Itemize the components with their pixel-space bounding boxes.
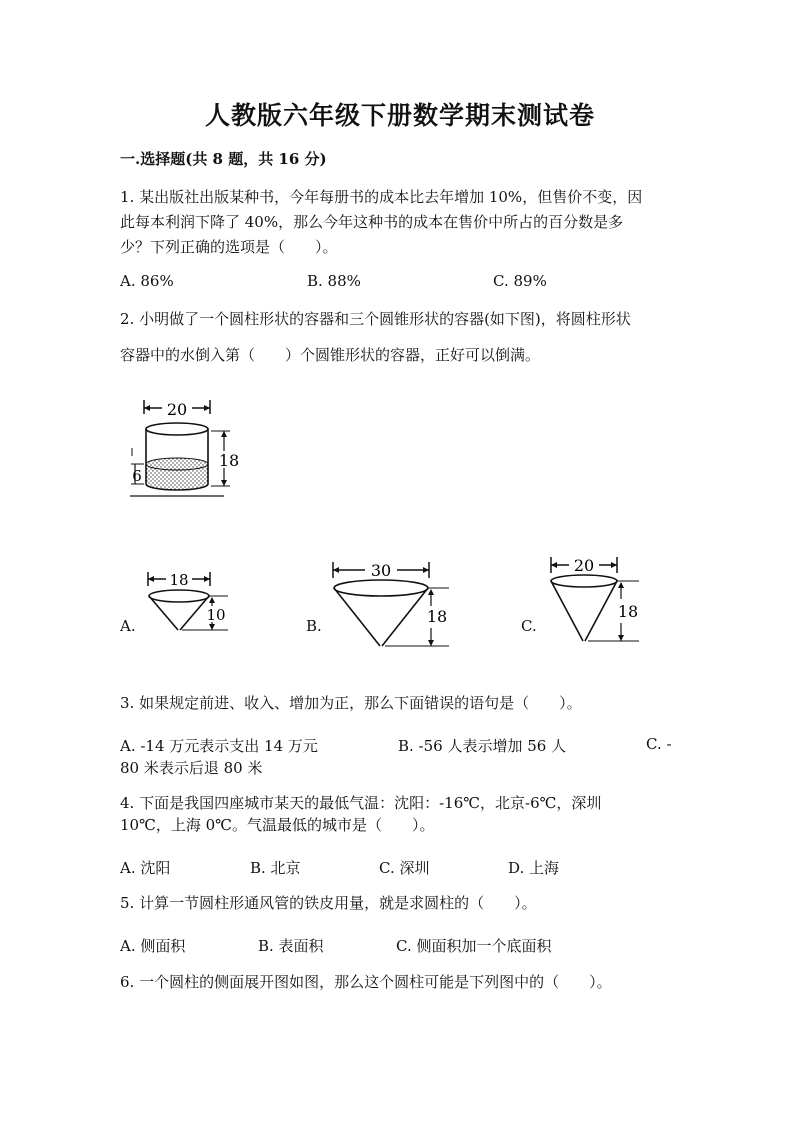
question-2-line-2: 容器中的水倒入第（ ）个圆锥形状的容器，正好可以倒满。 [120,346,541,364]
question-1-option-a: A. 86% [120,272,174,290]
question-4-option-c: C. 深圳 [379,859,430,877]
question-1-line-3: 少？下列正确的选项是（ ）。 [120,238,338,256]
question-1-option-b: B. 88% [307,272,361,290]
question-5-option-c: C. 侧面积加一个底面积 [396,937,552,955]
cone-c-diagram [543,551,653,651]
cone-c-diameter-label: 20 [573,556,595,575]
question-5-option-a: A. 侧面积 [120,937,186,955]
cone-a-diagram [140,566,240,646]
cone-c-label: C. [521,617,537,635]
page-title: 人教版六年级下册数学期末测试卷 [204,101,595,130]
question-3-option-b: B. -56 人表示增加 56 人 [398,737,567,755]
question-3-option-a: A. -14 万元表示支出 14 万元 [120,737,318,755]
question-4-option-d: D. 上海 [508,859,560,877]
question-1-line-1: 1. 某出版社出版某种书，今年每册书的成本比去年增加 10%，但售价不变，因 [120,188,643,206]
cone-c-height-label: 18 [617,602,639,621]
cylinder-water-label: 6 [132,467,142,485]
cone-b-height-label: 18 [426,607,448,626]
cone-a-height-label: 10 [206,606,226,624]
question-6-line: 6. 一个圆柱的侧面展开图如图，那么这个圆柱可能是下列图中的（ ）。 [120,973,612,991]
question-4-line-2: 10℃，上海 0℃。气温最低的城市是（ ）。 [120,816,435,834]
question-1-option-c: C. 89% [493,272,547,290]
cone-a-label: A. [120,617,136,635]
cone-b-label: B. [306,617,322,635]
question-4-option-a: A. 沈阳 [120,859,171,877]
question-5-line: 5. 计算一节圆柱形通风管的铁皮用量，就是求圆柱的（ ）。 [120,894,537,912]
question-2-line-1: 2. 小明做了一个圆柱形状的容器和三个圆锥形状的容器(如下图)，将圆柱形状 [120,310,631,328]
question-3-option-c-wrap: 80 米表示后退 80 米 [120,759,263,777]
cylinder-diagram [118,396,248,506]
question-3-line: 3. 如果规定前进、收入、增加为正，那么下面错误的语句是（ ）。 [120,694,582,712]
question-1-line-2: 此每本利润下降了 40%，那么今年这种书的成本在售价中所占的百分数是多 [120,213,624,231]
question-4-line-1: 4. 下面是我国四座城市某天的最低气温：沈阳：-16℃，北京-6℃，深圳 [120,794,602,812]
cone-b-diameter-label: 30 [370,561,392,580]
section-heading: 一.选择题(共 8 题，共 16 分) [120,150,327,168]
question-4-option-b: B. 北京 [250,859,301,877]
cone-b-diagram [325,556,455,656]
question-5-option-b: B. 表面积 [258,937,324,955]
question-3-option-c: C. - [646,735,672,753]
cylinder-diameter-label: 20 [166,400,188,419]
cone-a-diameter-label: 18 [169,571,189,589]
cylinder-height-label: 18 [218,451,240,470]
